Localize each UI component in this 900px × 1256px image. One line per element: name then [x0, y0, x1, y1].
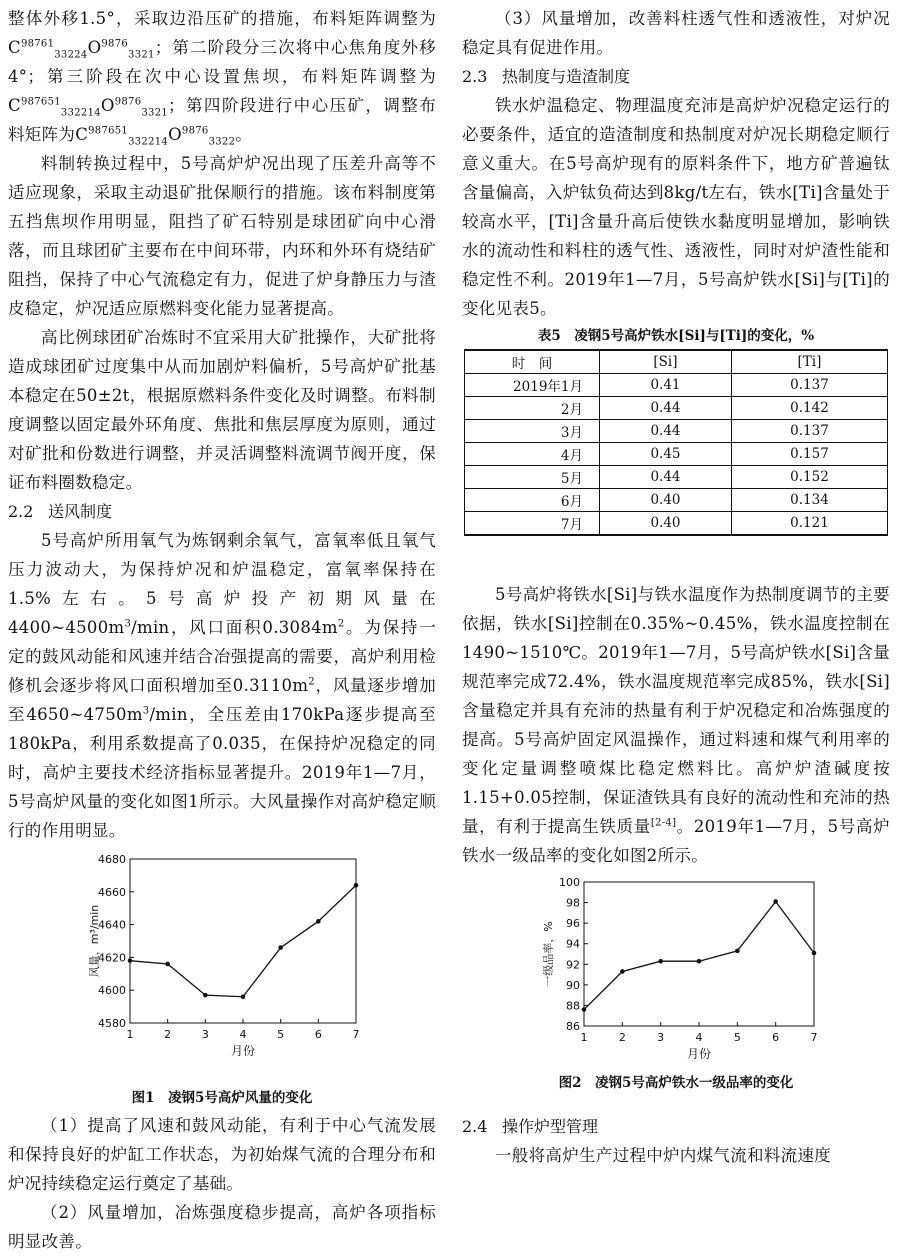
data-point: [354, 883, 359, 888]
table-cell: 0.137: [731, 374, 887, 397]
table-caption: 表5 凌钢5号高炉铁水[Si]与[Ti]的变化，%: [537, 328, 815, 344]
table-row: [465, 397, 888, 420]
section-heading: 2.2 送风制度: [8, 502, 113, 521]
paragraph: （3）风量增加，改善料柱透气性和透液性，对炉况稳定具有促进作用。: [462, 9, 890, 57]
column-header: [Ti]: [731, 350, 887, 374]
data-point: [128, 958, 133, 963]
x-tick-label: 4: [239, 1028, 247, 1041]
paragraph: 料制转换过程中，5号高炉炉况出现了压差升高等不适应现象，采取主动退矿批保顺行的措施。该布料制度第五挡焦坝作用明显，阻挡了矿石特别是球团矿向中心滑落，而且球团矿主要布在中间环带，内环和外环有烧结矿阻挡，保持了中心气流稳定有力，促进了炉身静压力与渣皮稳定，炉况适应原燃料变化能力显著提高。: [8, 154, 436, 318]
air-volume-chart: [8, 851, 436, 1081]
x-tick-label: 1: [580, 1031, 588, 1044]
data-point: [658, 959, 663, 964]
y-tick-label: 98: [566, 896, 580, 910]
data-point: [697, 959, 702, 964]
right-column: [462, 4, 890, 1170]
table-row: [465, 374, 888, 397]
y-axis-label: 风量，m³/min: [88, 904, 101, 978]
paragraph: 5号高炉将铁水[Si]与铁水温度作为热制度调节的主要依据，铁水[Si]控制在0.35%~0.45%，铁水温度控制在1490~1510℃。2019年1—7月，5号高炉铁水[Si]含量规范率完成72.4%，铁水温度规范率完成85%，铁水[Si]含量稳定并具有充沛的热量有利于炉况稳定和冶炼强度的提高。5号高炉固定风温操作，通过料速和煤气利用率的变化定量调整喷煤比稳定燃料比。高炉炉渣碱度按1.15+0.05控制，保证渣铁具有良好的流动性和充沛的热量，有利于提高生铁质量[2-4]。2019年1—7月，5号高炉铁水一级品率的变化如图2所示。: [462, 585, 890, 865]
data-point: [812, 951, 817, 956]
y-tick-label: 92: [566, 958, 580, 972]
table-row: [465, 420, 888, 443]
table-cell: 0.44: [600, 420, 732, 443]
table-cell: 0.121: [731, 512, 887, 536]
y-tick-label: 4660: [98, 885, 126, 899]
table-cell: 4月: [465, 443, 600, 466]
data-point: [203, 993, 208, 998]
table-cell: 0.44: [600, 466, 732, 489]
table-cell: 6月: [465, 489, 600, 512]
y-tick-label: 94: [566, 937, 580, 951]
section-heading: 2.3 热制度与造渣制度: [462, 67, 631, 86]
x-tick-label: 3: [201, 1028, 209, 1041]
table-cell: 0.40: [600, 489, 732, 512]
x-tick-label: 5: [277, 1028, 285, 1041]
paragraph: （2）风量增加，冶炼强度稳步提高，高炉各项指标明显改善。: [8, 1203, 436, 1251]
figure-2: [462, 876, 890, 1066]
table-cell: 7月: [465, 512, 600, 536]
y-tick-label: 4640: [98, 918, 126, 932]
y-tick-label: 100: [559, 876, 580, 889]
paragraph: （1）提高了风速和鼓风动能，有利于中心气流发展和保持良好的炉缸工作状态，为初始煤气流的合理分布和炉况持续稳定运行奠定了基础。: [8, 1116, 436, 1193]
paragraph: 整体外移1.5°，采取边沿压矿的措施，布料矩阵调整为$C^{98761}_{33224}O^{9876}_{3321}$；第二阶段分三次将中心焦角度外移4°；第三阶段在次中心设置焦坝，布料矩阵调整为$C^{987651}_{332214}O^{9876}_{3321}$；第四阶段进行中心压矿，调整布料矩阵为$C^{987651}_{332214}O^{9876}_{3322}$。: [8, 9, 436, 148]
paragraph: 铁水炉温稳定、物理温度充沛是高炉炉况稳定运行的必要条件，适宜的造渣制度和热制度对炉况长期稳定顺行意义重大。在5号高炉现有的原料条件下，地方矿普遍钛含量偏高，入炉钛负荷达到8kg/t左右，铁水[Ti]含量处于较高水平，[Ti]含量升高后使铁水黏度明显增加，影响铁水的流动性和料柱的透气性、透液性，同时对炉渣性能和稳定性不利。2019年1—7月，5号高炉铁水[Si]与[Ti]的变化见表5。: [462, 96, 890, 318]
data-point: [582, 1007, 587, 1012]
table-cell: 0.44: [600, 397, 732, 420]
y-tick-label: 4620: [98, 951, 126, 965]
si-ti-table: [464, 349, 888, 536]
data-point: [316, 919, 321, 924]
column-header: [Si]: [600, 350, 732, 374]
x-tick-label: 5: [733, 1031, 741, 1044]
x-axis-label: 月份: [686, 1047, 712, 1061]
paragraph: 高比例球团矿冶炼时不宜采用大矿批操作，大矿批将造成球团矿过度集中从而加剧炉料偏析，5号高炉矿批基本稳定在50±2t，根据原燃料条件变化及时调整。布料制度调整以固定最外环角度、焦批和焦层厚度为原则，通过对矿批和份数进行调整，并灵活调整料流调节阀开度，保证布料圈数稳定。: [8, 328, 436, 492]
left-column: [8, 4, 436, 1256]
series-line: [130, 885, 356, 997]
data-point: [165, 962, 170, 967]
x-tick-label: 1: [126, 1028, 134, 1041]
table-cell: 0.152: [731, 466, 887, 489]
data-point: [735, 949, 740, 954]
x-axis-label: 月份: [230, 1044, 256, 1058]
y-tick-label: 86: [566, 1020, 580, 1033]
figure-1: [8, 851, 436, 1081]
data-point: [278, 945, 283, 950]
table-cell: 0.142: [731, 397, 887, 420]
data-point: [773, 899, 778, 904]
x-tick-label: 2: [164, 1028, 172, 1041]
x-tick-label: 6: [772, 1031, 780, 1044]
table-header-row: [465, 350, 888, 374]
plot-frame: [584, 882, 814, 1026]
column-header: 时 间: [465, 350, 600, 374]
table-cell: 2月: [465, 397, 600, 420]
table-row: [465, 466, 888, 489]
x-tick-label: 3: [657, 1031, 665, 1044]
table-cell: 3月: [465, 420, 600, 443]
table-cell: 0.41: [600, 374, 732, 397]
y-tick-label: 88: [566, 999, 580, 1013]
data-point: [620, 969, 625, 974]
y-tick-label: 96: [566, 917, 580, 931]
section-heading: 2.4 操作炉型管理: [462, 1117, 599, 1136]
paragraph: 一般将高炉生产过程中炉内煤气流和料流速度: [495, 1146, 831, 1165]
y-tick-label: 4680: [98, 853, 126, 866]
series-line: [584, 902, 814, 1010]
x-tick-label: 2: [618, 1031, 626, 1044]
figure-caption: 图1 凌钢5号高炉风量的变化: [131, 1090, 313, 1106]
table-row: [465, 489, 888, 512]
x-tick-label: 4: [695, 1031, 703, 1044]
table-cell: 0.134: [731, 489, 887, 512]
table-cell: 5月: [465, 466, 600, 489]
x-tick-label: 6: [314, 1028, 322, 1041]
x-tick-label: 7: [810, 1031, 818, 1044]
y-tick-label: 4600: [98, 984, 126, 998]
table-cell: 0.157: [731, 443, 887, 466]
table-cell: 0.137: [731, 420, 887, 443]
y-tick-label: 90: [566, 978, 580, 992]
y-tick-label: 4580: [98, 1017, 126, 1030]
figure-caption: 图2 凌钢5号高炉铁水一级品率的变化: [558, 1075, 794, 1091]
table-cell: 0.40: [600, 512, 732, 536]
data-point: [241, 994, 246, 999]
table-row: [465, 443, 888, 466]
paragraph: 5号高炉所用氧气为炼钢剩余氧气，富氧率低且氧气压力波动大，为保持炉况和炉温稳定，富氧率保持在1.5%左右。5号高炉投产初期风量在$4400\sim 4500m^3/\min$，风口面积$0.3084m^2$。为保持一定的鼓风动能和风速并结合冶强提高的需要，高炉利用检修机会逐步将风口面积增加至$0.3110m^2$，风量逐步增加至$4650\sim 4750m^3/\min$，全压差由170kPa逐步提高至180kPa，利用系数提高了0.035，在保持炉况稳定的同时，高炉主要技术经济指标显著提升。2019年1—7月，5号高炉风量的变化如图1所示。大风量操作对高炉稳定顺行的作用明显。: [8, 531, 436, 840]
table-cell: 2019年1月: [465, 374, 600, 397]
y-axis-label: 一级品率，%: [542, 921, 555, 987]
table-row: [465, 512, 888, 536]
first-grade-rate-chart: [462, 876, 890, 1066]
x-tick-label: 7: [352, 1028, 360, 1041]
table-cell: 0.45: [600, 443, 732, 466]
